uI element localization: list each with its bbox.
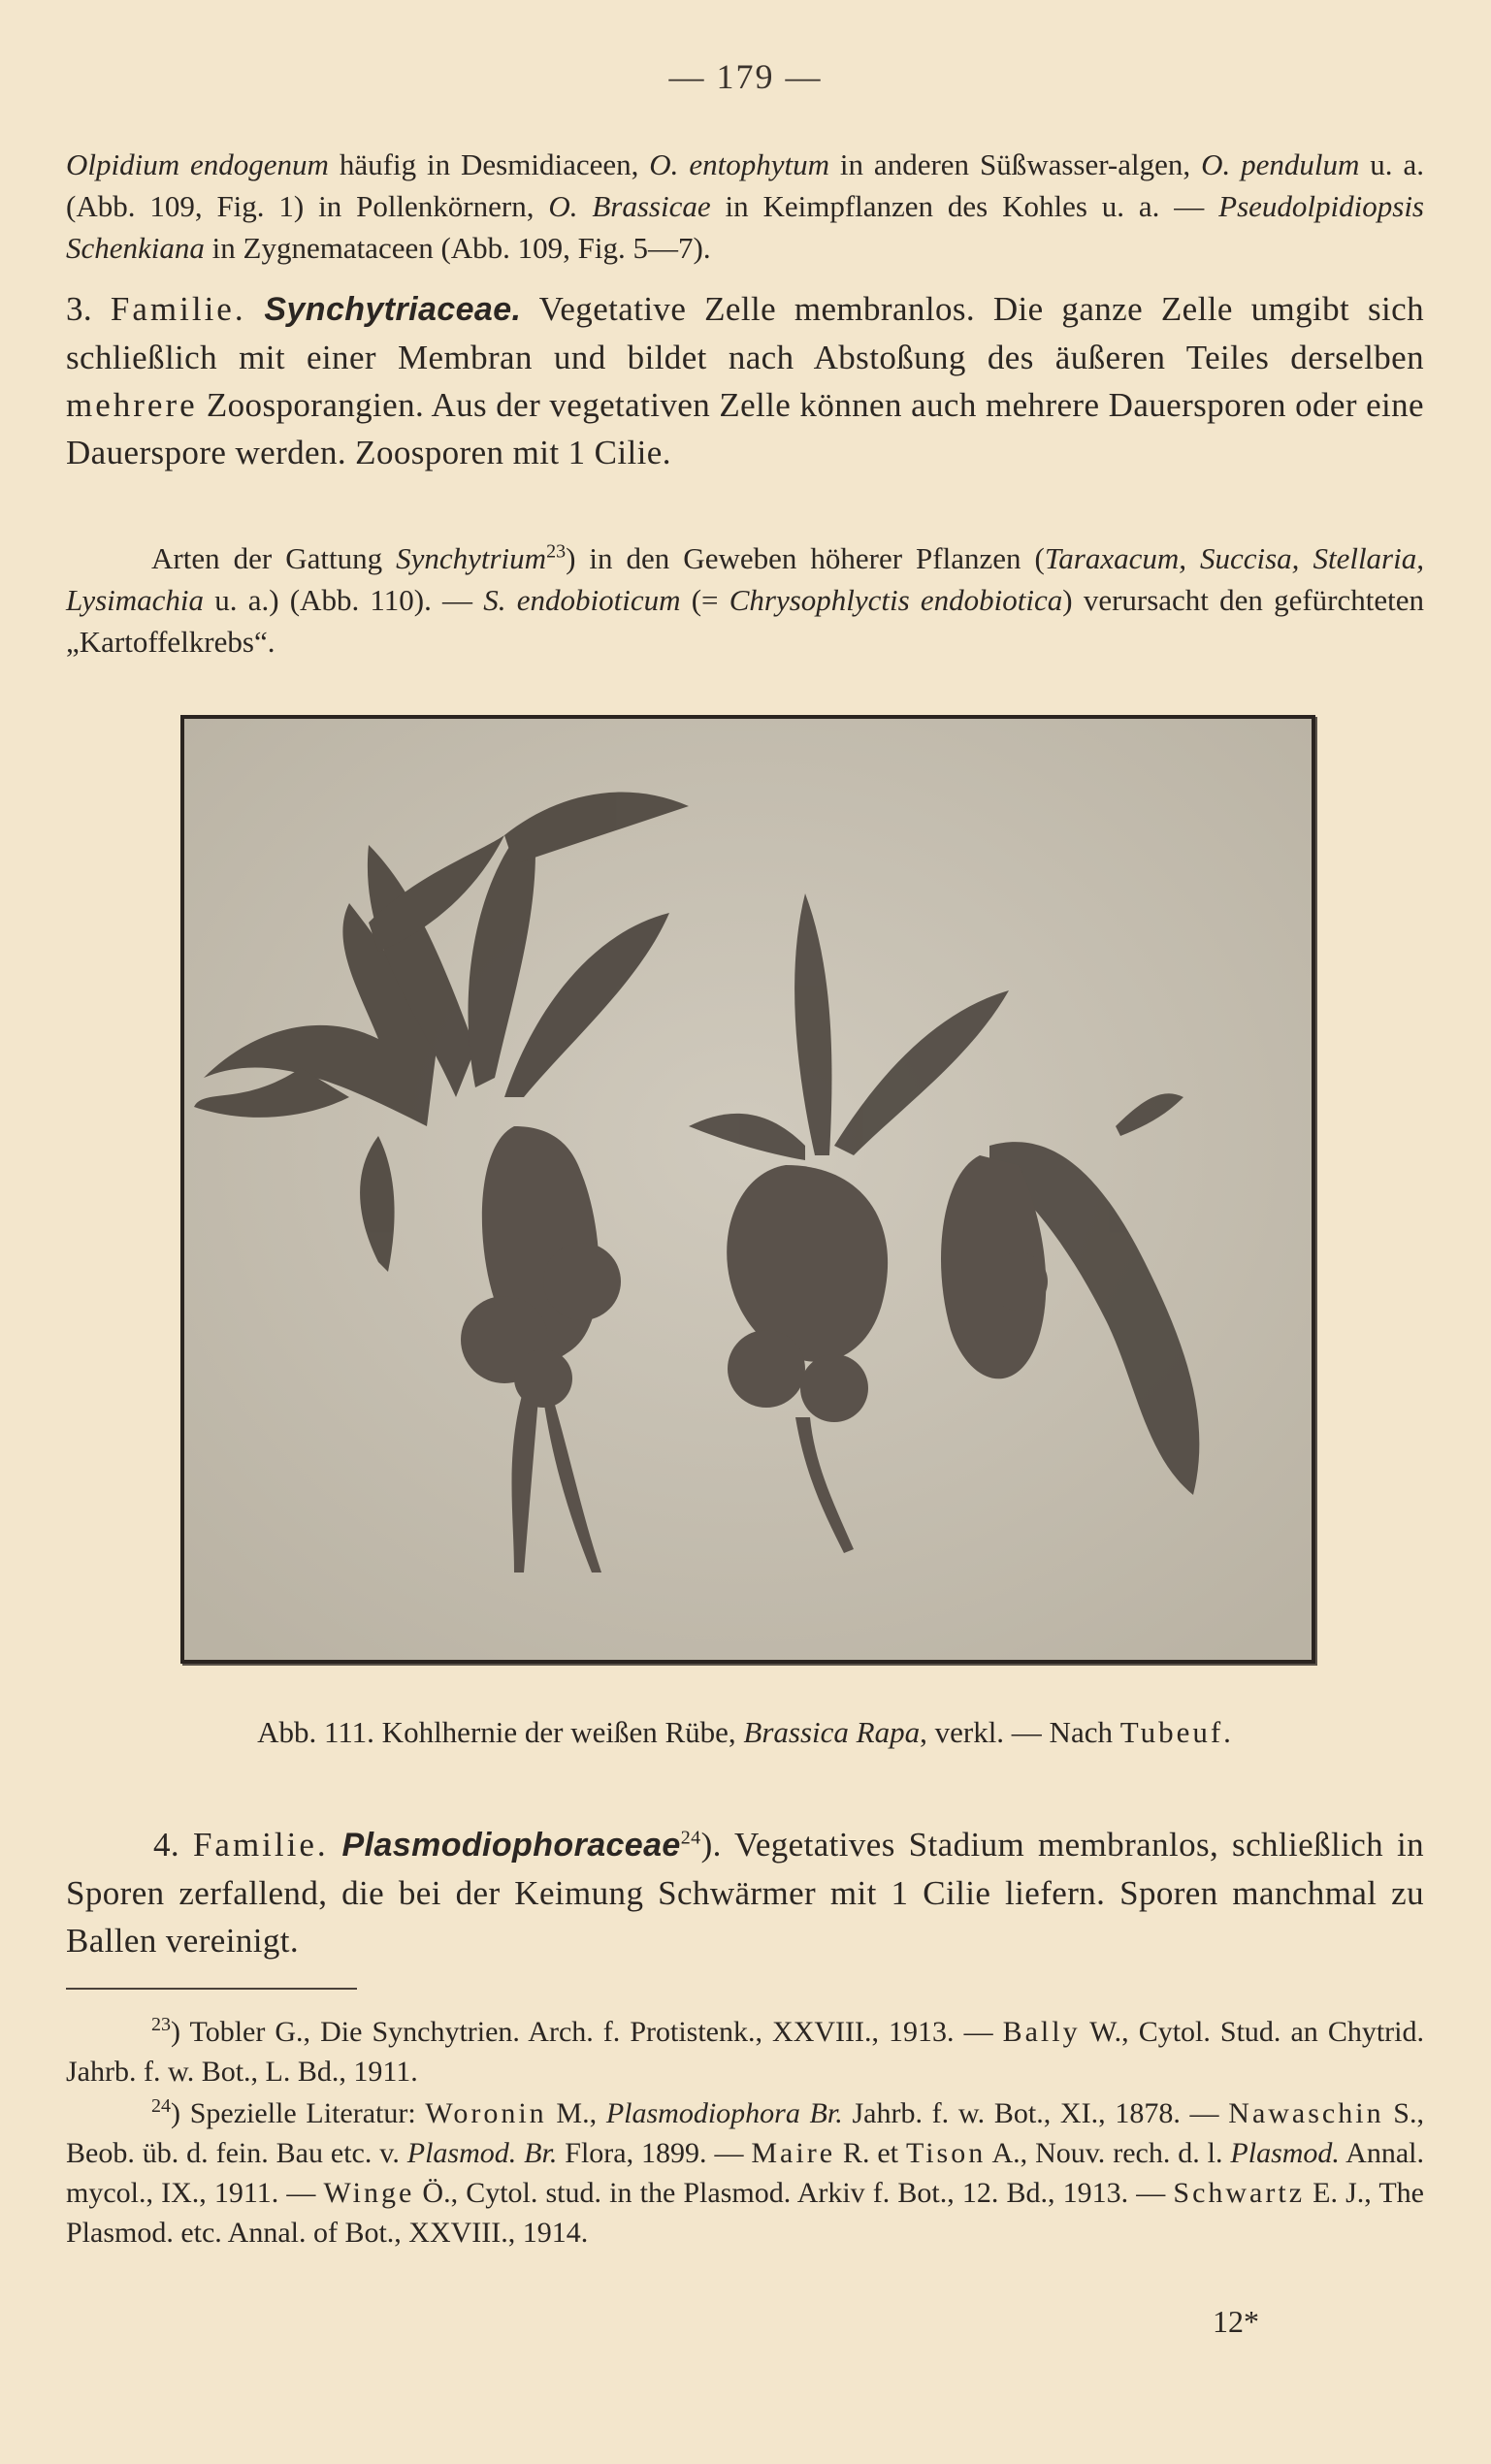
section-number: 4. xyxy=(153,1826,193,1864)
taxon-name: Olpidium endogenum xyxy=(66,147,329,181)
footnote-23: $^{23}$) Tobler G., Die Synchytrien. Arch. f. Protistenk., XXVIII., 1913. — Bally W., Cytol. Stud. an Chytrid. Jahrb. f. w. Bot., L. Bd., 1911. xyxy=(66,2014,1424,2088)
signature-mark: 12* xyxy=(1213,2304,1259,2339)
figure-kohlhernie-photo xyxy=(180,715,1315,1664)
footnote-divider xyxy=(66,1988,357,1990)
paragraph-synchytrium: Arten der Gattung Synchytrium$^{23}$) in den Geweben höherer Pflanzen (Taraxacum, Succisa, Stellaria, Lysimachia u. a.) (Abb. 110). — S. endobioticum (= Chrysophlyctis endobiotica) verursacht den gefürchteten „Kartoffelkrebs“. xyxy=(66,540,1425,659)
footnote-24: $^{24}$) Spezielle Literatur: Woronin M., Plasmodiophora Br. Jahrb. f. w. Bot., XI., 1878. — Nawaschin S., Beob. üb. d. fein. Bau etc. v. Plasmod. Br. Flora, 1899. — Maire R. et Tison A., Nouv. rech. d. l. Plasmod. Annal. mycol., IX., 1911. — Winge Ö., Cytol. stud. in the Plasmod. Arkiv f. Bot., 12. Bd., 1913. — Schwartz E. J., The Plasmod. etc. Annal. of Bot., XXVIII., 1914. xyxy=(66,2095,1425,2249)
page-number: — 179 — xyxy=(668,57,823,96)
section-number: 3. xyxy=(66,290,111,328)
family-name: Plasmodiophoraceae xyxy=(341,1827,681,1864)
figure-caption: Abb. 111. Kohlhernie der weißen Rübe, Brassica Rapa, verkl. — Nach Tubeuf. xyxy=(257,1715,1234,1749)
paragraph-olpidium: Olpidium endogenum häufig in Desmidiaceen, O. entophytum in anderen Süßwasser-algen, O. pendulum u. a. (Abb. 109, Fig. 1) in Pollenkörnern, O. Brassicae in Keimpflanzen des Kohles u. a. — Pseudolpidiopsis Schenkiana in Zygnemataceen (Abb. 109, Fig. 5—7). xyxy=(66,147,1424,265)
section-familie-3: 3. Familie. Synchytriaceae. Vegetative Zelle membranlos. Die ganze Zelle umgibt sich schließlich mit einer Membran und bildet nach Abstoßung des äußeren Teiles derselben mehrere Zoosporangien. Aus der vegetativen Zelle können auch mehrere Dauersporen oder eine Dauerspore werden. Zoosporen mit 1 Cilie. xyxy=(66,290,1424,471)
section-familie-4: 4. Familie. Plasmodiophoraceae$^{24}$). Vegetatives Stadium membranlos, schließlich in Sporen zerfallend, die bei der Keimung Schwärmer mit 1 Cilie liefern. Sporen manchmal zu Ballen vereinigt. xyxy=(66,1826,1424,1960)
family-name: Synchytriaceae. xyxy=(264,291,522,328)
